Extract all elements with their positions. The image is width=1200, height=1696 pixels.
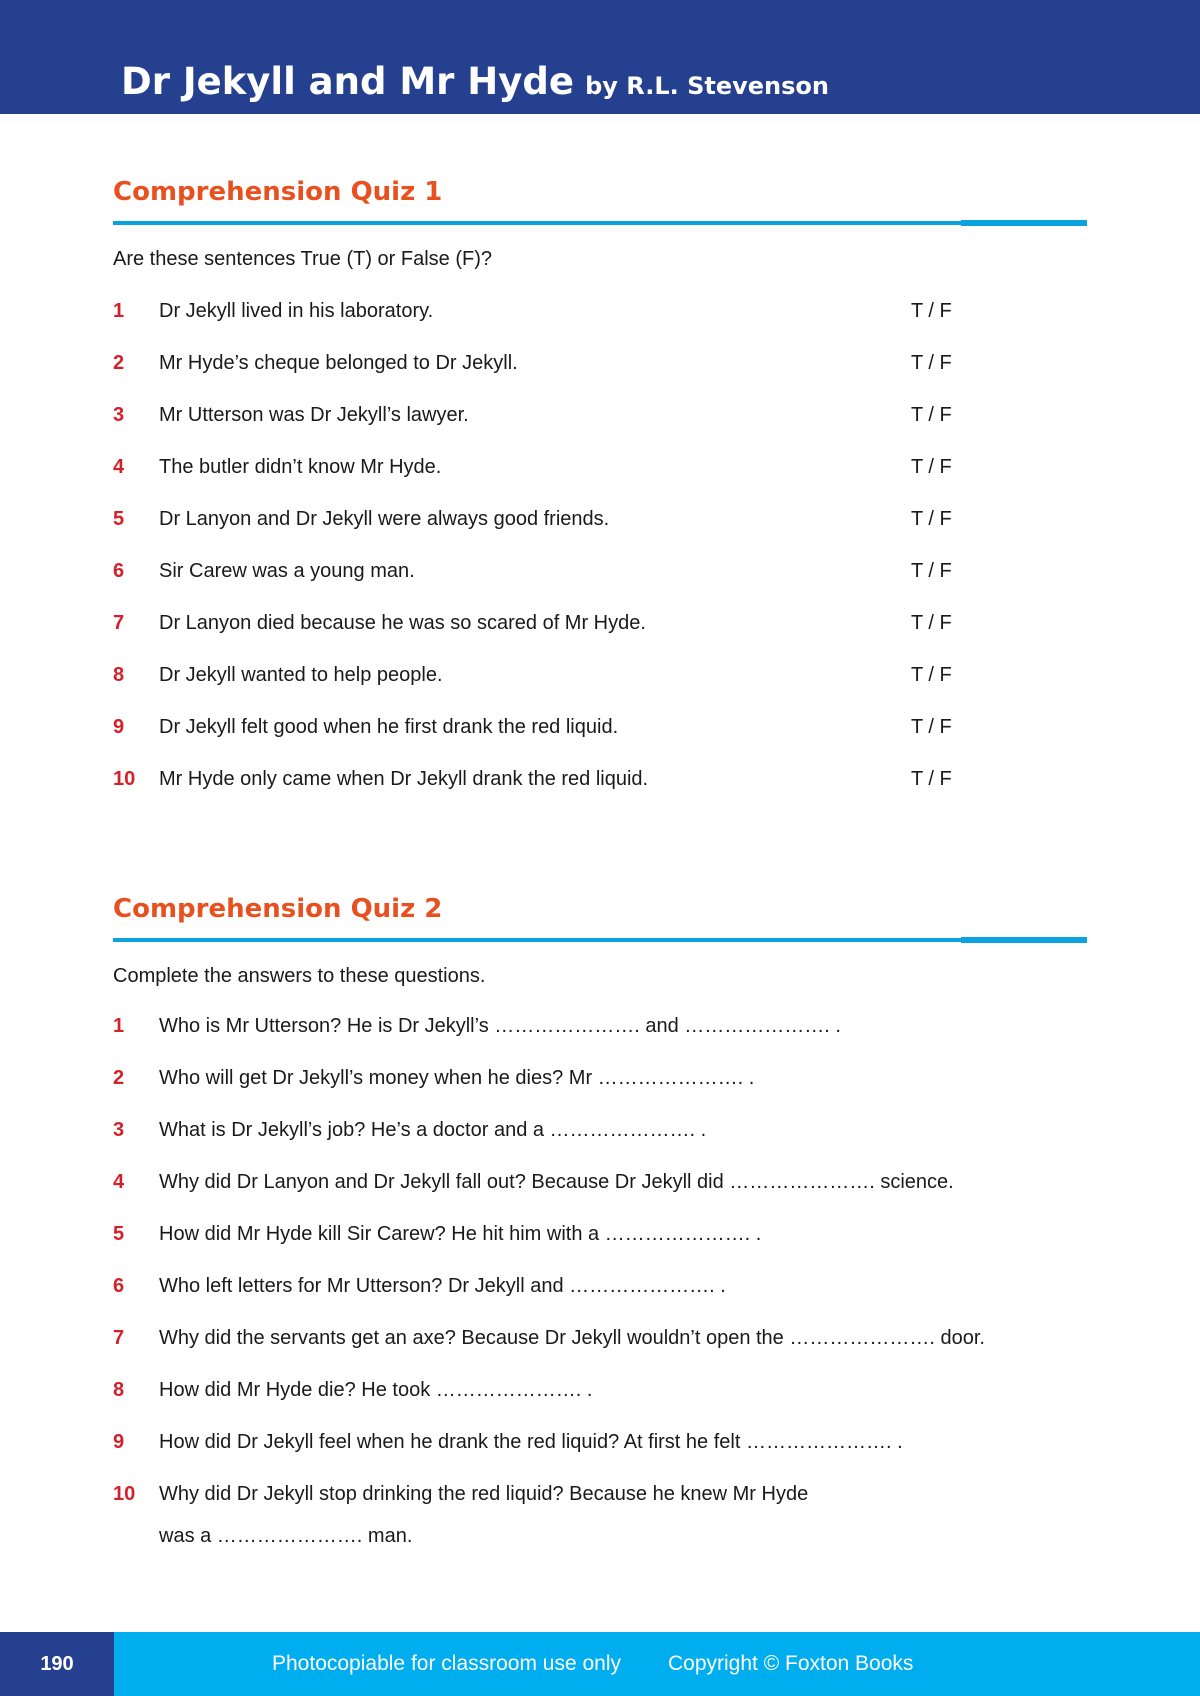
quiz-1-question (113, 558, 1087, 610)
quiz-2-question (113, 1117, 1087, 1169)
quiz-2-question (113, 1221, 1087, 1273)
quiz-1-question (113, 298, 1087, 350)
quiz-2-question (113, 1273, 1087, 1325)
question-number: 1 (113, 300, 125, 322)
question-number: 8 (113, 1379, 125, 1401)
question-number: 4 (113, 456, 125, 478)
quiz-2-question (113, 1377, 1087, 1429)
photocopy-notice: Photocopiable for classroom use only (272, 1652, 622, 1675)
footer-band (0, 1632, 1200, 1696)
quiz-2-question (113, 1169, 1087, 1221)
question-text: Dr Jekyll felt good when he first drank the red liquid. (159, 716, 619, 738)
question-text: Mr Hyde only came when Dr Jekyll drank the red liquid. (159, 768, 649, 790)
question-text: Dr Lanyon and Dr Jekyll were always good friends. (159, 508, 610, 530)
question-number: 9 (113, 716, 125, 738)
question-number: 8 (113, 664, 125, 686)
true-false-choice[interactable]: T / F (911, 768, 952, 790)
quiz-2-instruction: Complete the answers to these questions. (113, 965, 486, 987)
true-false-choice[interactable]: T / F (911, 716, 952, 738)
question-number: 4 (113, 1171, 125, 1193)
quiz-2-question (113, 1429, 1087, 1481)
question-number: 5 (113, 1223, 125, 1245)
book-title-main: Dr Jekyll and Mr Hyde (121, 60, 574, 103)
question-number: 3 (113, 404, 125, 426)
question-text: Mr Hyde’s cheque belonged to Dr Jekyll. (159, 352, 518, 374)
true-false-choice[interactable]: T / F (911, 456, 952, 478)
question-text: Who left letters for Mr Utterson? Dr Jekyll and …………………. . (159, 1275, 726, 1297)
true-false-choice[interactable]: T / F (911, 664, 952, 686)
quiz-2-question (113, 1481, 1087, 1575)
question-text: Who will get Dr Jekyll’s money when he dies? Mr …………………. . (159, 1067, 755, 1089)
true-false-choice[interactable]: T / F (911, 560, 952, 582)
question-number: 5 (113, 508, 125, 530)
quiz-1-question (113, 350, 1087, 402)
question-text: Sir Carew was a young man. (159, 560, 415, 582)
quiz-1-title: Comprehension Quiz 1 (113, 177, 443, 207)
book-title (121, 60, 829, 103)
question-text: How did Mr Hyde kill Sir Carew? He hit him with a …………………. . (159, 1223, 762, 1245)
question-number: 6 (113, 560, 125, 582)
quiz-2-question (113, 1013, 1087, 1065)
quiz-1-question (113, 766, 1087, 818)
question-text: What is Dr Jekyll’s job? He’s a doctor and a …………………. . (159, 1119, 707, 1141)
question-number: 2 (113, 1067, 125, 1089)
question-text: Mr Utterson was Dr Jekyll’s lawyer. (159, 404, 469, 426)
question-number: 10 (113, 768, 136, 790)
question-number: 9 (113, 1431, 125, 1453)
quiz-1-question (113, 714, 1087, 766)
question-text: Why did Dr Jekyll stop drinking the red liquid? Because he knew Mr Hyde (159, 1483, 809, 1505)
question-text: Dr Jekyll wanted to help people. (159, 664, 443, 686)
quiz-1-question (113, 610, 1087, 662)
quiz-1-question-list (113, 298, 1087, 818)
question-number: 3 (113, 1119, 125, 1141)
question-number: 6 (113, 1275, 125, 1297)
true-false-choice[interactable]: T / F (911, 300, 952, 322)
quiz-1-divider (113, 220, 1087, 226)
question-number: 1 (113, 1015, 125, 1037)
question-text: The butler didn’t know Mr Hyde. (159, 456, 442, 478)
true-false-choice[interactable]: T / F (911, 612, 952, 634)
question-number: 10 (113, 1483, 136, 1505)
true-false-choice[interactable]: T / F (911, 352, 952, 374)
page-number: 190 (0, 1632, 114, 1696)
quiz-1-question (113, 662, 1087, 714)
question-text-continued: was a …………………. man. (159, 1525, 413, 1547)
quiz-1-section (113, 176, 1087, 818)
question-text: Why did the servants get an axe? Because Dr Jekyll wouldn’t open the …………………. door. (159, 1327, 985, 1349)
question-text: How did Dr Jekyll feel when he drank the red liquid? At first he felt …………………. . (159, 1431, 903, 1453)
quiz-2-section (113, 893, 1087, 1575)
question-text: Why did Dr Lanyon and Dr Jekyll fall out? Because Dr Jekyll did …………………. science. (159, 1171, 954, 1193)
true-false-choice[interactable]: T / F (911, 508, 952, 530)
question-text: How did Mr Hyde die? He took …………………. . (159, 1379, 593, 1401)
question-text: Dr Jekyll lived in his laboratory. (159, 300, 434, 322)
quiz-2-question-list (113, 1013, 1087, 1575)
quiz-2-divider (113, 937, 1087, 943)
quiz-2-question (113, 1325, 1087, 1377)
true-false-choice[interactable]: T / F (911, 404, 952, 426)
question-number: 7 (113, 612, 125, 634)
question-number: 2 (113, 352, 125, 374)
quiz-1-question (113, 506, 1087, 558)
book-author: by R.L. Stevenson (585, 72, 829, 100)
question-text: Dr Lanyon died because he was so scared of Mr Hyde. (159, 612, 646, 634)
quiz-1-instruction: Are these sentences True (T) or False (F)? (113, 248, 493, 270)
quiz-1-question (113, 454, 1087, 506)
copyright-notice: Copyright © Foxton Books (668, 1652, 914, 1675)
quiz-1-question (113, 402, 1087, 454)
question-text: Who is Mr Utterson? He is Dr Jekyll’s …………………. and …………………. . (159, 1015, 841, 1037)
quiz-2-title: Comprehension Quiz 2 (113, 894, 443, 924)
quiz-2-question (113, 1065, 1087, 1117)
question-number: 7 (113, 1327, 125, 1349)
